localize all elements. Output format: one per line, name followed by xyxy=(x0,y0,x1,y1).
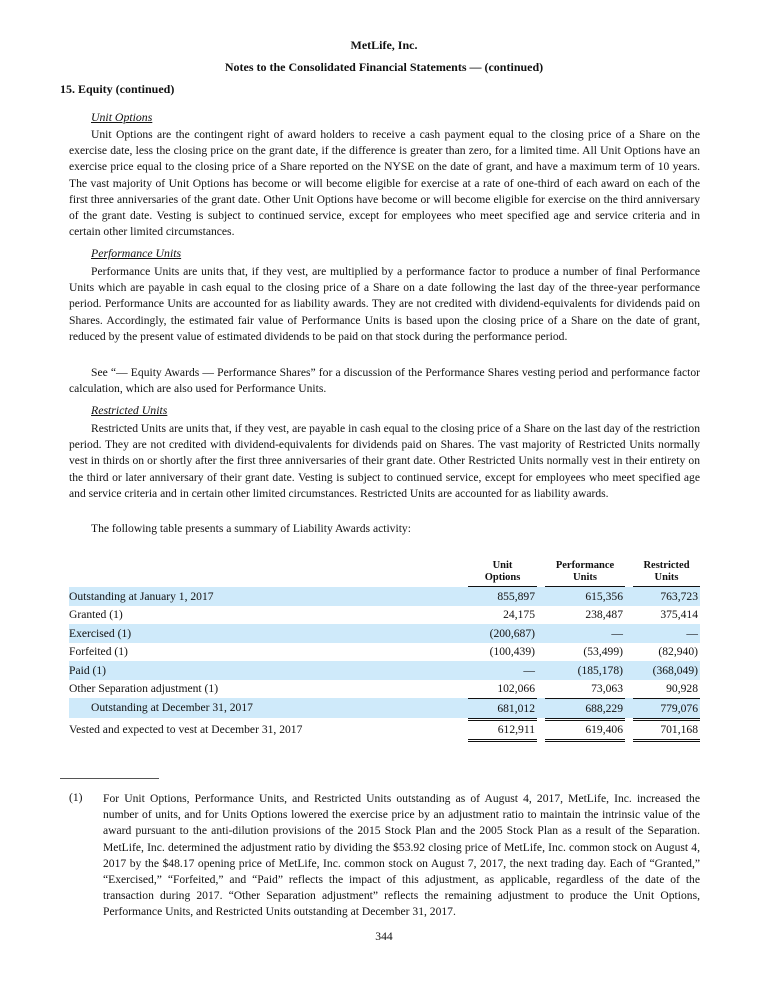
table-row xyxy=(69,606,700,625)
table-row-subtotal xyxy=(69,698,700,718)
header-label-blank xyxy=(69,560,464,587)
cell-gap xyxy=(625,661,633,680)
cell-unit-options: — xyxy=(468,661,537,680)
header-line: Units xyxy=(654,572,679,583)
paragraph-performance-units-see xyxy=(69,365,700,397)
table-header-row xyxy=(69,560,700,587)
cell-gap xyxy=(537,661,545,680)
cell-unit-options: 24,175 xyxy=(503,608,535,622)
notes-title: Notes to the Consolidated Financial Statements — (continued) xyxy=(224,60,544,74)
cell-gap xyxy=(537,718,545,743)
liability-awards-table xyxy=(69,560,700,742)
cell-gap xyxy=(625,718,633,743)
table-row xyxy=(69,587,700,606)
cell-performance-units: (185,178) xyxy=(545,661,625,680)
paragraph-text: Restricted Units are units that, if they vest, are payable in cash equal to the closing price of a Share on the last day of the restriction period. They are not credited with dividend-equivalents for dividends paid on Shares. The vast majority of Restricted Units normally vest in thirds on or shortly after the first three anniversaries of their grant date. Other Restricted Units normally vest in their entirety on the third or later anniversary of their grant date. Vesting is subject to continued service, except for employees who meet specified age and service criteria and in certain other limited circumstances. Restricted Units are accounted for as liability awards. xyxy=(69,422,700,500)
header-spacer xyxy=(625,560,633,587)
cell-performance-units: 73,063 xyxy=(591,682,623,696)
column-header-unit-options xyxy=(468,560,537,587)
header-line: Units xyxy=(573,572,597,583)
company-name: MetLife, Inc. xyxy=(350,38,418,52)
row-label: Paid (1) xyxy=(69,661,464,680)
header-line: Unit xyxy=(492,560,513,571)
row-label: Outstanding at December 31, 2017 xyxy=(69,698,464,718)
cell-restricted-units: (368,049) xyxy=(633,661,700,680)
footnote-divider xyxy=(60,778,159,779)
cell-gap xyxy=(537,680,545,699)
cell-restricted-units: 375,414 xyxy=(660,608,698,622)
cell-restricted-units: 90,928 xyxy=(666,682,698,696)
cell-performance-units: 238,487 xyxy=(585,608,623,622)
column-header-performance-units xyxy=(545,560,625,587)
cell-performance-units: 619,406 xyxy=(545,718,625,743)
row-label: Vested and expected to vest at December 31, 2017 xyxy=(69,723,303,737)
header-line: Options xyxy=(484,572,521,583)
cell-restricted-units: 779,076 xyxy=(633,698,700,718)
table-row xyxy=(69,661,700,680)
cell-unit-options: 612,911 xyxy=(468,718,537,743)
cell-gap xyxy=(537,643,545,662)
cell-gap xyxy=(625,624,633,643)
cell-performance-units: 688,229 xyxy=(545,698,625,718)
cell-restricted-units: — xyxy=(633,624,700,643)
cell-restricted-units: 763,723 xyxy=(633,587,700,606)
table-row xyxy=(69,643,700,662)
cell-performance-units: 615,356 xyxy=(545,587,625,606)
cell-unit-options: 855,897 xyxy=(468,587,537,606)
table-row xyxy=(69,624,700,643)
table-intro: The following table presents a summary of Liability Awards activity: xyxy=(91,522,411,535)
row-label: Other Separation adjustment (1) xyxy=(69,682,219,696)
row-label: Granted (1) xyxy=(69,608,123,622)
cell-unit-options: (200,687) xyxy=(468,624,537,643)
row-label: Outstanding at January 1, 2017 xyxy=(69,587,464,606)
cell-gap xyxy=(625,643,633,662)
table-row-total xyxy=(69,718,700,743)
cell-unit-options: 681,012 xyxy=(468,698,537,718)
footnote-marker: (1) xyxy=(69,791,83,804)
cell-gap xyxy=(625,698,633,718)
page-number: 344 xyxy=(375,930,393,943)
table-row xyxy=(69,680,700,699)
column-header-restricted-units xyxy=(633,560,700,587)
cell-gap xyxy=(625,680,633,699)
header-line: Restricted xyxy=(643,560,690,571)
row-label: Forfeited (1) xyxy=(69,645,128,659)
cell-performance-units: — xyxy=(545,624,625,643)
header-spacer xyxy=(537,560,545,587)
subheading-unit-options: Unit Options xyxy=(91,110,153,124)
paragraph-text: See “— Equity Awards — Performance Shares” for a discussion of the Performance Shares vesting period and performance factor calculation, which are also used for Performance Units. xyxy=(69,366,700,396)
footnote-text: For Unit Options, Performance Units, and Restricted Units outstanding as of August 4, 2017, MetLife, Inc. increased the number of units, and for Units Options lowered the exercise price by an adjustment ratio to maintain the intrinsic value of the award pursuant to the anti-dilution provisions of the 2015 Stock Plan and the 2005 Stock Plan as a result of the Separation. MetLife, Inc. determined the adjustment ratio by dividing the $53.92 closing price of MetLife, Inc. common stock on August 4, 2017 by the $48.17 opening price of MetLife, Inc. common stock on August 7, 2017, the next trading day. Each of “Granted,” “Exercised,” “Forfeited,” and “Paid” reflects the impact of this adjustment, as applicable, regardless of the date of the transaction during 2017. “Other Separation adjustment” reflects the remaining adjustment to produce the Unit Options, Performance Units, and Restricted Units outstanding at December 31, 2017. xyxy=(103,792,700,919)
cell-restricted-units: (82,940) xyxy=(658,645,698,659)
cell-gap xyxy=(537,587,545,606)
paragraph-text: Unit Options are the contingent right of award holders to receive a cash payment equal to the closing price of a Share on the exercise date, less the closing price on the grant date, if the difference is greater than zero, for a limited time. All Unit Options have an exercise price equal to the closing price of a Share reported on the NYSE on the date of grant, and have a maximum term of 10 years. The vast majority of Unit Options has become or will become eligible for exercise at a rate of one-third of each award on each of the first three anniversaries of the grant date. Other Unit Options have become or will become eligible for exercise on the third anniversary of the grant date. Vesting is subject to continued service, except for employees who meet specified age and service criteria and in certain other limited circumstances. xyxy=(69,128,700,239)
cell-gap xyxy=(625,606,633,625)
cell-gap xyxy=(537,698,545,718)
cell-gap xyxy=(537,606,545,625)
cell-gap xyxy=(625,587,633,606)
paragraph-text: Performance Units are units that, if they vest, are multiplied by a performance factor to produce a number of final Performance Units which are payable in cash equal to the closing price of a Share on a date following the last day of the three-year performance period. Performance Units are accounted for as liability awards. They are not credited with dividend-equivalents for dividends paid on Shares. Accordingly, the estimated fair value of Performance Units is based upon the closing price of a Share on the date of grant, reduced by the present value of estimated dividends to be paid on that stock during the performance period. xyxy=(69,265,700,343)
paragraph-restricted-units xyxy=(69,421,700,502)
cell-gap xyxy=(537,624,545,643)
row-label: Exercised (1) xyxy=(69,624,464,643)
section-heading: 15. Equity (continued) xyxy=(60,82,175,96)
subheading-performance-units: Performance Units xyxy=(91,246,182,260)
cell-unit-options: (100,439) xyxy=(489,645,535,659)
cell-unit-options: 102,066 xyxy=(497,682,535,696)
cell-performance-units: (53,499) xyxy=(583,645,623,659)
paragraph-performance-units xyxy=(69,264,700,345)
header-line: Performance xyxy=(555,560,615,571)
subheading-restricted-units: Restricted Units xyxy=(91,403,168,417)
paragraph-unit-options xyxy=(69,127,700,240)
cell-restricted-units: 701,168 xyxy=(633,718,700,743)
